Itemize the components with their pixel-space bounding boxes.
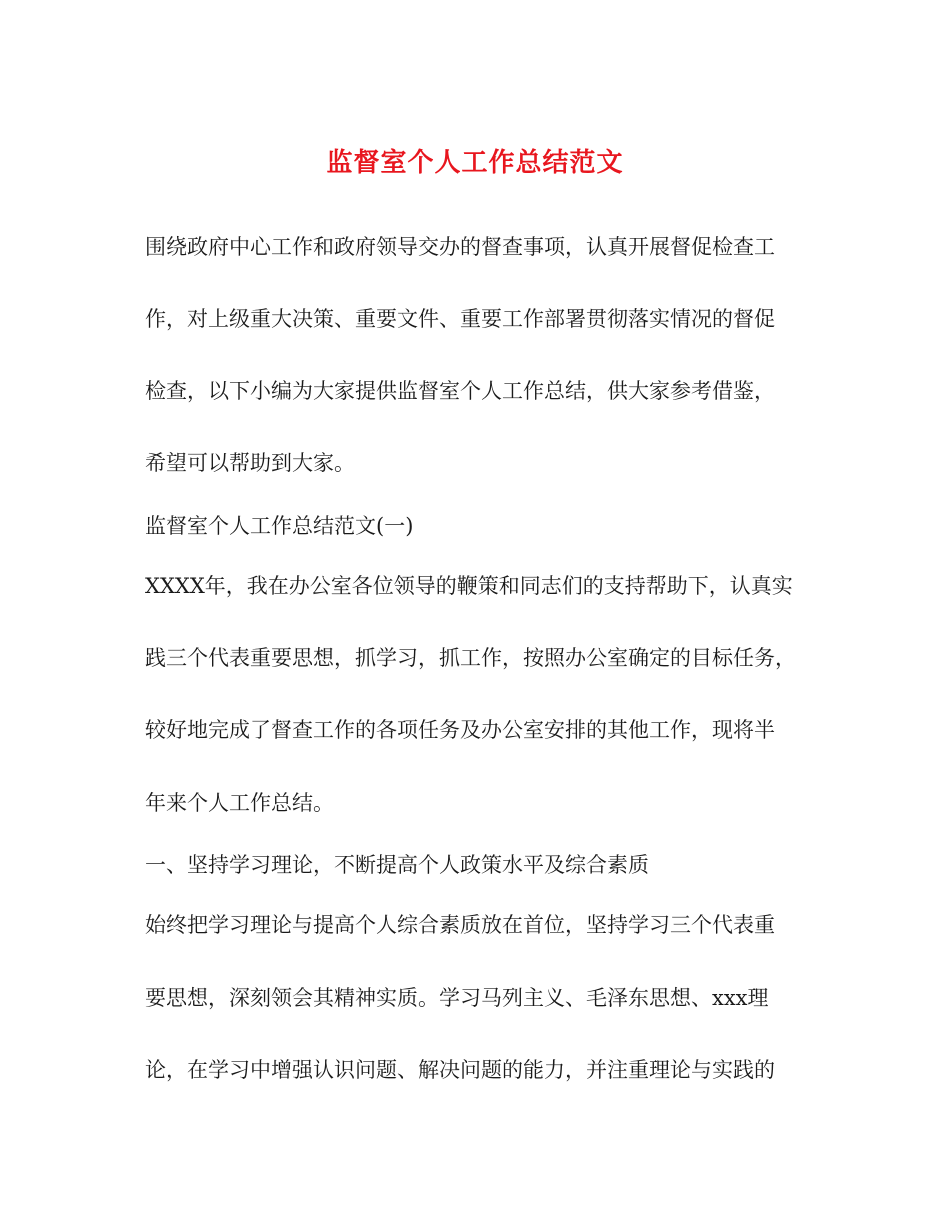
body-line: 始终把学习理论与提高个人综合素质放在首位，坚持学习三个代表重	[145, 913, 775, 937]
body-line: 希望可以帮助到大家。	[145, 451, 355, 475]
body-line: 年来个人工作总结。	[145, 791, 334, 815]
body-line: 践三个代表重要思想，抓学习，抓工作，按照办公室确定的目标任务，	[145, 646, 796, 670]
body-line: 检查，以下小编为大家提供监督室个人工作总结，供大家参考借鉴，	[145, 379, 775, 403]
body-line: 作，对上级重大决策、重要文件、重要工作部署贯彻落实情况的督促	[145, 307, 775, 331]
section-heading: 监督室个人工作总结范文(一)	[145, 514, 414, 538]
body-line: 较好地完成了督查工作的各项任务及办公室安排的其他工作，现将半	[145, 718, 775, 742]
body-line: XXXX年，我在办公室各位领导的鞭策和同志们的支持帮助下，认真实	[145, 574, 793, 598]
body-line: 要思想，深刻领会其精神实质。学习马列主义、毛泽东思想、xxx理	[145, 986, 769, 1010]
section-heading: 一、坚持学习理论，不断提高个人政策水平及综合素质	[145, 853, 649, 877]
body-line: 论，在学习中增强认识问题、解决问题的能力，并注重理论与实践的	[145, 1058, 775, 1082]
document-title: 监督室个人工作总结范文	[326, 148, 624, 178]
body-line: 围绕政府中心工作和政府领导交办的督查事项，认真开展督促检查工	[145, 235, 775, 259]
